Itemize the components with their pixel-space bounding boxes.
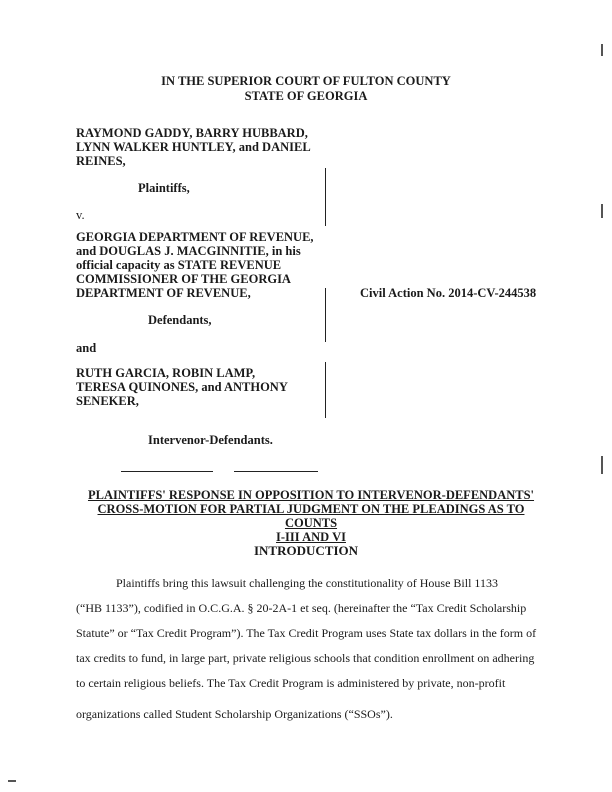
intervenors-line: TERESA QUINONES, and ANTHONY [76,380,288,394]
court-name: IN THE SUPERIOR COURT OF FULTON COUNTY [161,74,451,88]
plaintiffs-line: REINES, [76,154,126,168]
plaintiffs-label: Plaintiffs, [138,181,190,195]
civil-action-number: Civil Action No. 2014-CV-244538 [360,286,537,300]
body-line: organizations called Student Scholarship Organizations (“SSOs”). [76,707,393,721]
defendants-names [76,230,326,300]
title-line: I-III AND VI [276,530,346,544]
versus-label: v. [76,208,85,222]
defendants-line: COMMISSIONER OF THE GEORGIA [76,272,291,286]
intervenors-label: Intervenor-Defendants. [148,433,273,447]
title-line: CROSS-MOTION FOR PARTIAL JUDGMENT ON THE PLEADINGS AS TO COUNTS [97,502,525,530]
body-line: to certain religious beliefs. The Tax Credit Program is administered by private, non-profit [76,676,506,690]
body-line: tax credits to fund, in large part, private religious schools that condition enrollment on adhering [76,651,535,665]
court-header [0,74,612,104]
and-label: and [76,341,97,355]
defendants-line: DEPARTMENT OF REVENUE, [76,286,251,300]
intervenors-names [76,366,326,408]
body-line: Statute” or “Tax Credit Program”). The Tax Credit Program uses State tax dollars in the form of [76,626,537,640]
scan-mark [601,44,603,56]
caption-divider [325,168,326,226]
intervenors-line: RUTH GARCIA, ROBIN LAMP, [76,366,256,380]
defendants-line: official capacity as STATE REVENUE [76,258,282,272]
intervenors-line: SENEKER, [76,394,139,408]
scan-mark [601,456,603,474]
plaintiffs-line: RAYMOND GADDY, BARRY HUBBARD, [76,126,308,140]
separator-line [234,471,318,472]
plaintiffs-line: LYNN WALKER HUNTLEY, and DANIEL [76,140,311,154]
body-line: Plaintiffs bring this lawsuit challenging the constitutionality of House Bill 1133 [116,576,498,590]
caption-divider [325,362,326,418]
plaintiffs-names [76,126,326,168]
scan-mark [8,780,16,782]
section-heading: INTRODUCTION [253,543,358,558]
separator-line [121,471,213,472]
defendants-label: Defendants, [148,313,212,327]
scan-mark [601,204,603,218]
court-state: STATE OF GEORGIA [244,89,368,103]
document-title [76,488,546,544]
defendants-line: and DOUGLAS J. MACGINNITIE, in his [76,244,301,258]
caption-divider [325,288,326,342]
body-line: (“HB 1133”), codified in O.C.G.A. § 20-2A-1 et seq. (hereinafter the “Tax Credit Scholarship [76,601,527,615]
defendants-line: GEORGIA DEPARTMENT OF REVENUE, [76,230,314,244]
title-line: PLAINTIFFS' RESPONSE IN OPPOSITION TO INTERVENOR-DEFENDANTS' [87,488,535,502]
